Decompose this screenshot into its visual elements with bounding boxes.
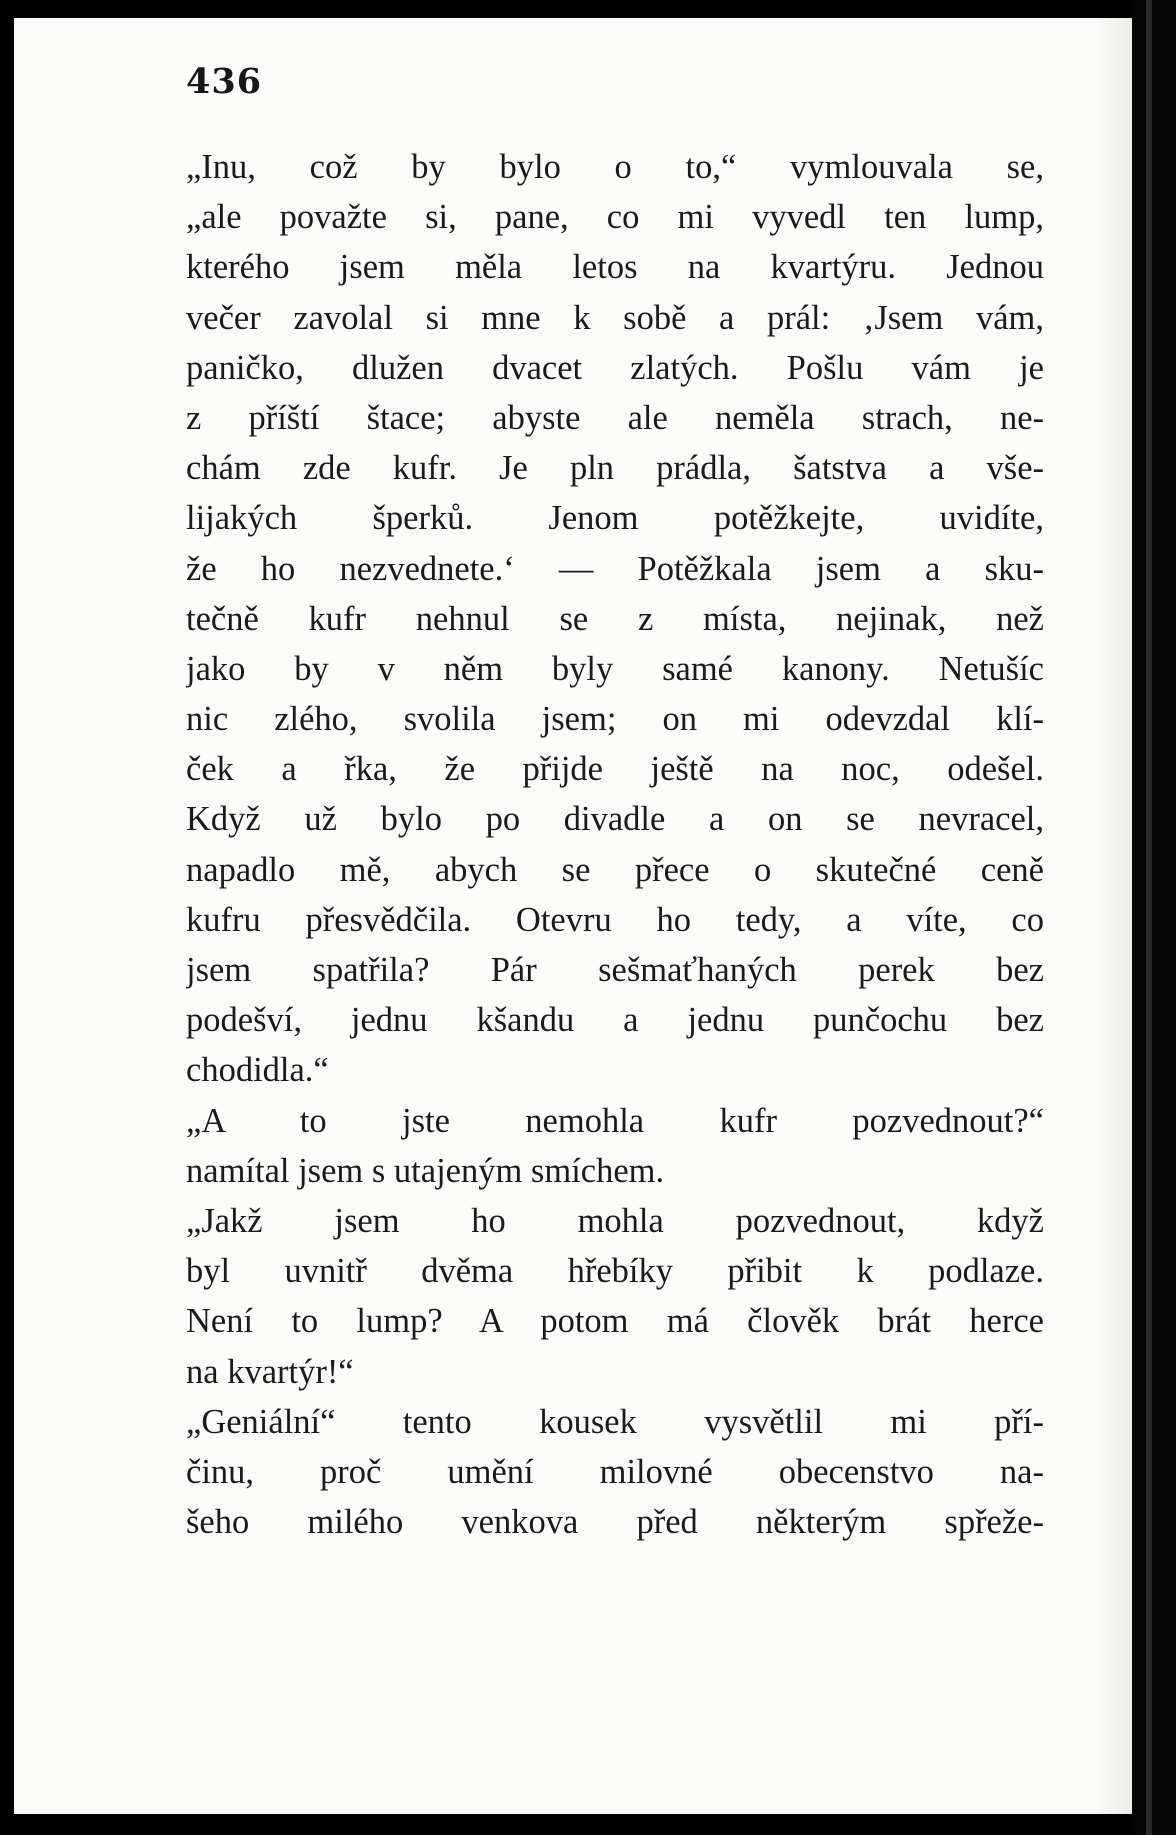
binding-stripe — [1146, 0, 1152, 1835]
page-number: 436 — [186, 61, 263, 102]
text-line: Není to lump? A potom má člověk brát herce — [186, 1302, 1044, 1341]
text-line: chám zde kufr. Je pln prádla, šatstva a vše- — [186, 449, 1044, 488]
text-line: šeho milého venkova před některým spřeže- — [186, 1503, 1044, 1542]
text-line: tečně kufr nehnul se z místa, nejinak, než — [186, 599, 1044, 638]
text-line: jsem spatřila? Pár sešmaťhaných perek bez — [186, 951, 1044, 989]
text-line: podešví, jednu kšandu a jednu punčochu bez — [186, 1001, 1044, 1040]
text-line: nic zlého, svolila jsem; on mi odevzdal klí- — [186, 700, 1044, 739]
text-line: ček a řka, že přijde ještě na noc, odešel. — [186, 750, 1044, 789]
text-line: Když už bylo po divadle a on se nevracel, — [186, 800, 1044, 839]
text-line: chodidla.“ — [186, 1051, 329, 1090]
text-line: byl uvnitř dvěma hřebíky přibit k podlaze. — [186, 1252, 1044, 1291]
text-line: kufru přesvědčila. Otevru ho tedy, a víte, co — [186, 900, 1044, 939]
text-line: paničko, dlužen dvacet zlatých. Pošlu vám je — [186, 348, 1044, 387]
text-line: „Inu, což by bylo o to,“ vymlouvala se, — [186, 148, 1044, 186]
text-line: „ale považte si, pane, co mi vyvedl ten lump, — [186, 198, 1044, 237]
text-line: činu, proč umění milovné obecenstvo na- — [186, 1452, 1044, 1491]
text-line: kterého jsem měla letos na kvartýru. Jednou — [186, 248, 1044, 287]
book-page — [14, 18, 1132, 1814]
text-line: večer zavolal si mne k sobě a prál: ‚Jsem vám, — [186, 298, 1044, 337]
text-line: napadlo mě, abych se přece o skutečné ceně — [186, 850, 1044, 889]
text-line: že ho nezvednete.‘ — Potěžkala jsem a sku- — [186, 549, 1044, 588]
text-line: namítal jsem s utajeným smíchem. — [186, 1151, 665, 1190]
text-line: lijakých šperků. Jenom potěžkejte, uvidíte, — [186, 499, 1044, 538]
text-line: na kvartýr!“ — [186, 1352, 354, 1391]
binding-edge — [1132, 0, 1176, 1835]
text-line: „Jakž jsem ho mohla pozvednout, když — [186, 1201, 1044, 1240]
text-line: „A to jste nemohla kufr pozvednout?“ — [186, 1101, 1044, 1140]
page-shading — [1092, 18, 1132, 1814]
text-line: z příští štace; abyste ale neměla strach, ne- — [186, 398, 1044, 437]
text-line: jako by v něm byly samé kanony. Netušíc — [186, 649, 1044, 688]
body-text — [186, 142, 1044, 1547]
text-line: „Geniální“ tento kousek vysvětlil mi pří- — [186, 1402, 1044, 1441]
